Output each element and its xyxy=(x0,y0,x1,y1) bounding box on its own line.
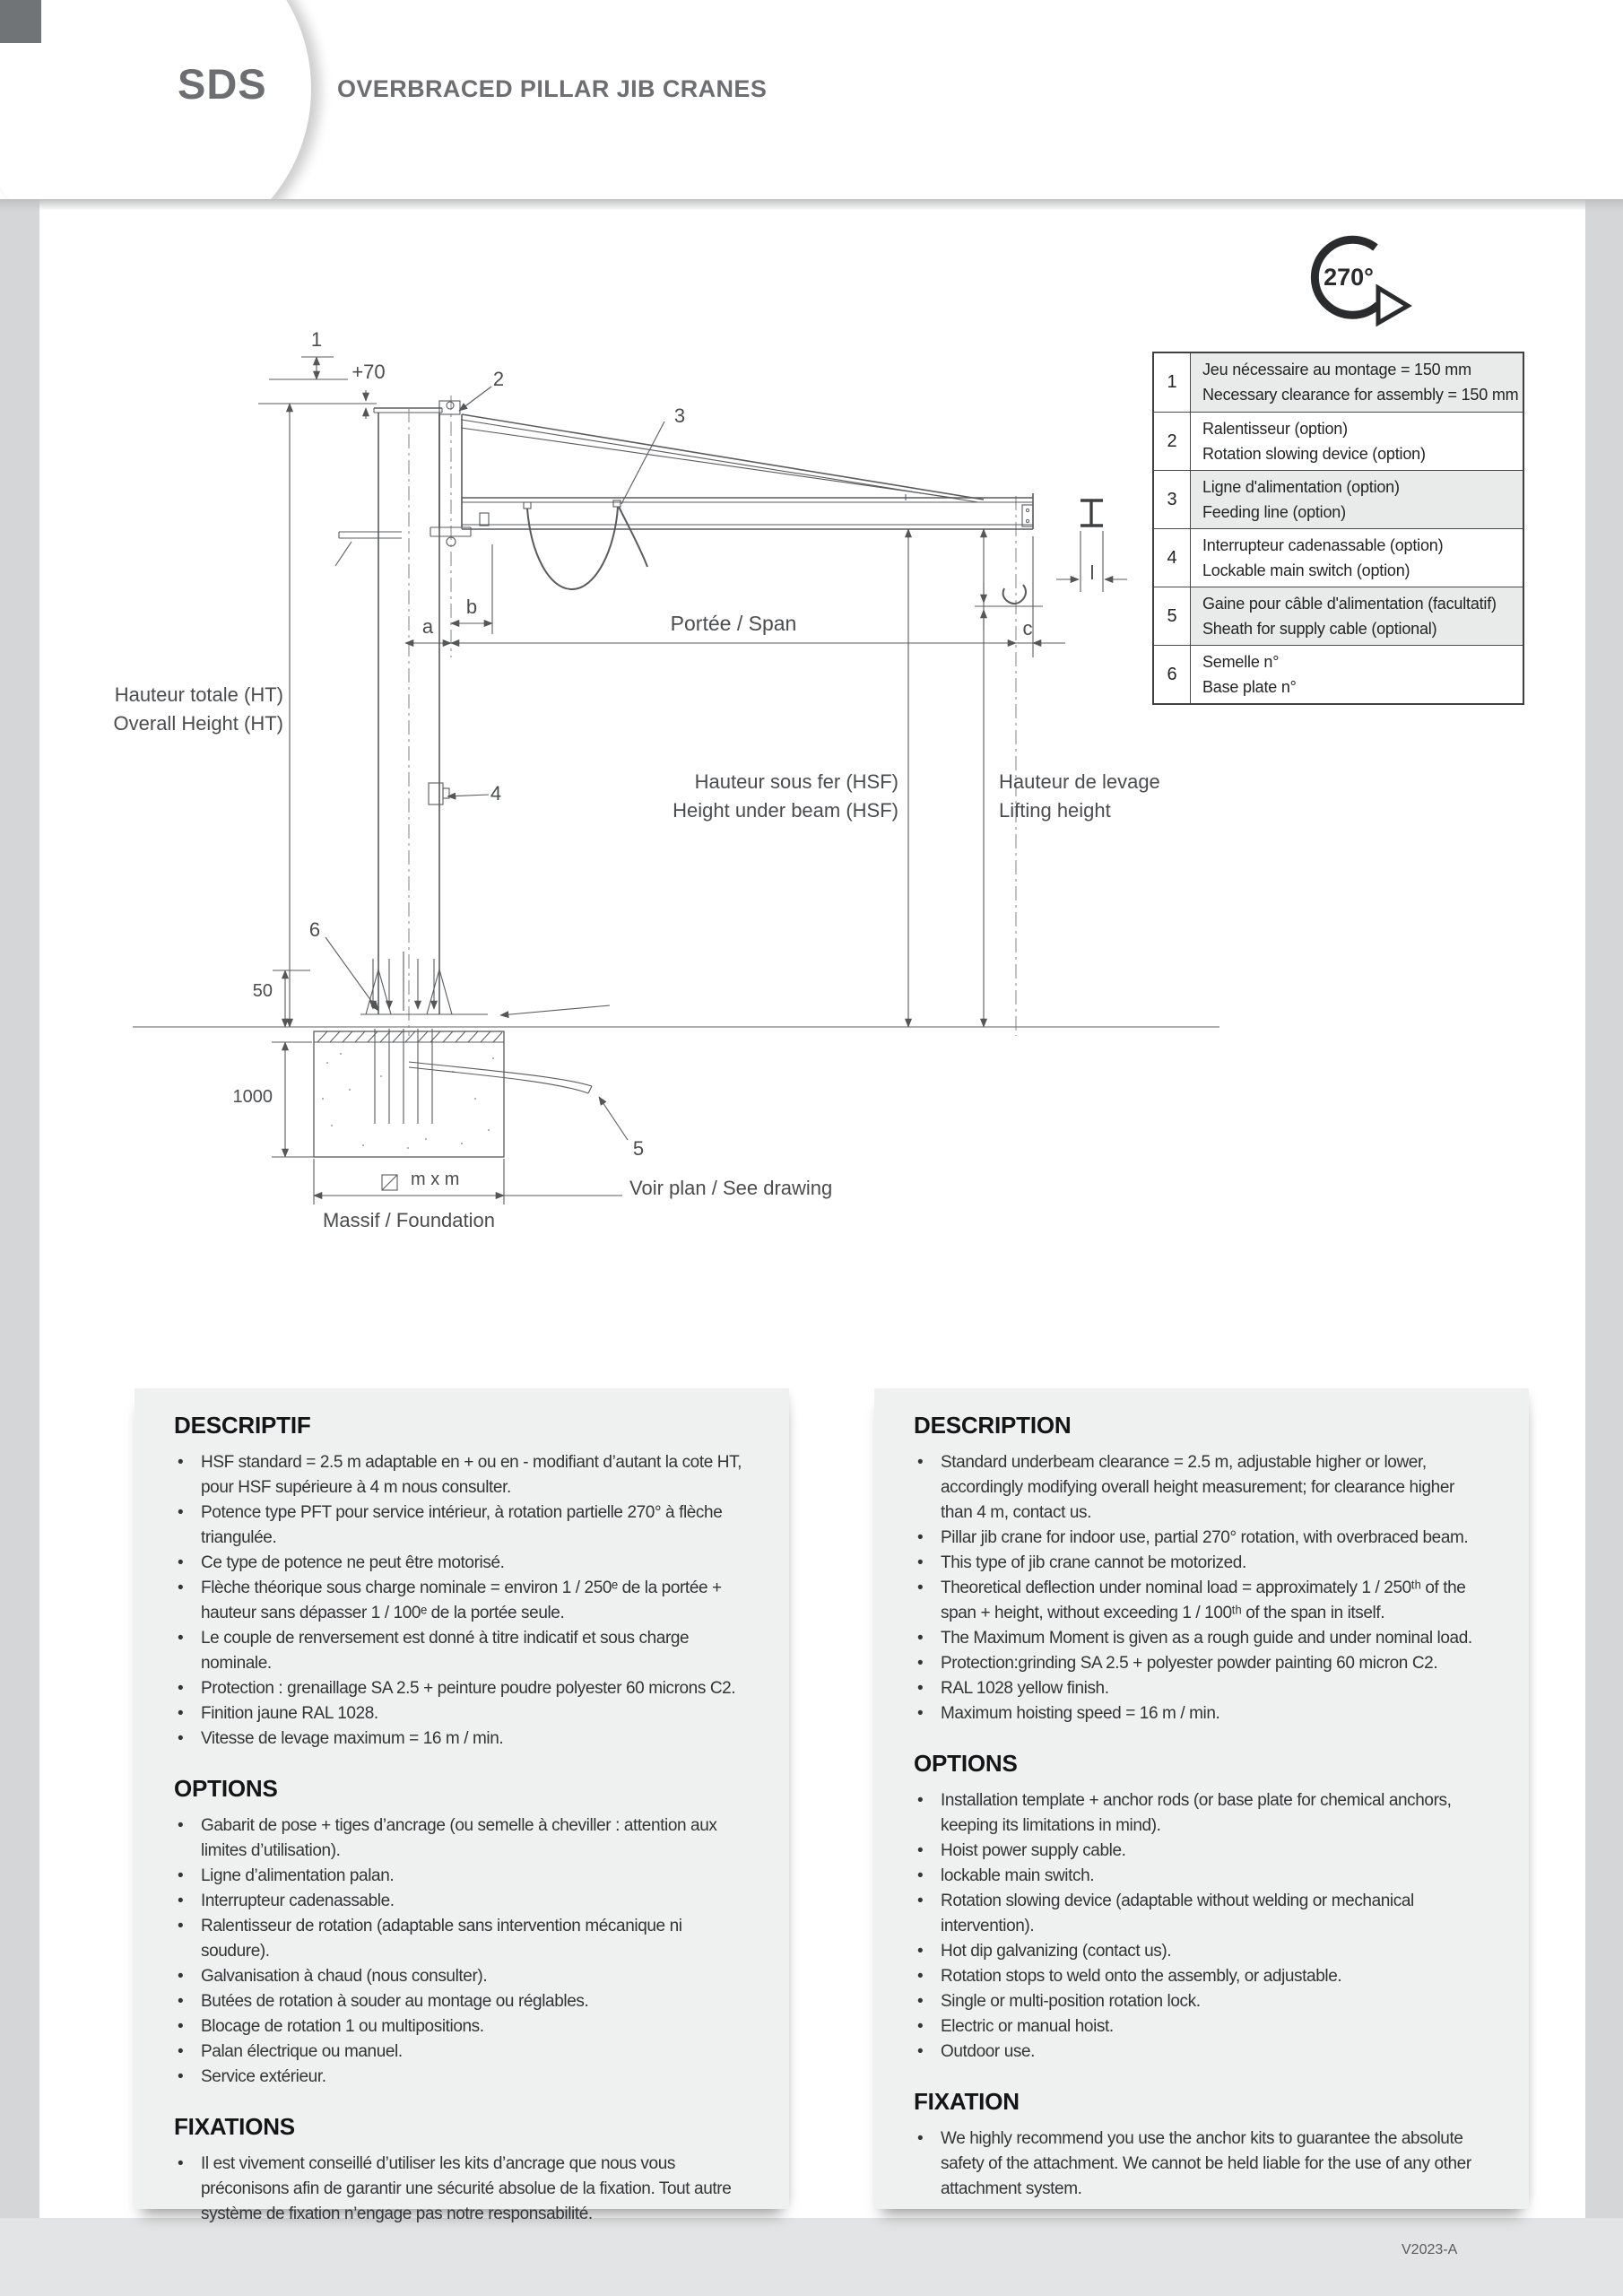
hsf-label-en: Height under beam (HSF) xyxy=(673,799,898,822)
legend-number: 1 xyxy=(1154,353,1191,412)
legend-number: 4 xyxy=(1154,529,1191,587)
header xyxy=(0,0,1623,199)
see-drawing-label: Voir plan / See drawing xyxy=(629,1177,833,1199)
list-item: • Ligne d’alimentation palan. xyxy=(174,1864,750,1889)
hsf-label-fr: Hauteur sous fer (HSF) xyxy=(694,770,898,793)
corner-marker xyxy=(0,0,41,43)
list-item: • Potence type PFT pour service intérieur, à rotation partielle 270° à flèche triangulée. xyxy=(174,1500,750,1551)
list-item: • Palan électrique ou manuel. xyxy=(174,2039,750,2065)
list-item: • Gabarit de pose + tiges d’ancrage (ou semelle à cheviller : attention aux limites d’utilisation). xyxy=(174,1813,750,1864)
rotation-angle-label: 270° xyxy=(1324,264,1374,291)
legend-text-en: Rotation slowing device (option) xyxy=(1202,445,1426,463)
dim-mxm: m x m xyxy=(411,1170,460,1189)
legend-text-fr: Ligne d'alimentation (option) xyxy=(1202,478,1400,496)
header-divider xyxy=(0,199,1623,211)
section-title-fixation: FIXATION xyxy=(914,2088,1020,2115)
list-item: • Rotation slowing device (adaptable without welding or mechanical intervention). xyxy=(914,1889,1489,1939)
list-item: • Protection:grinding SA 2.5 + polyester powder painting 60 micron C2. xyxy=(914,1651,1489,1676)
dim-50: 50 xyxy=(252,981,273,1001)
section-title-fixations: FIXATIONS xyxy=(174,2113,295,2140)
list-item: • Installation template + anchor rods (or base plate for chemical anchors, keeping its limitations in mind). xyxy=(914,1788,1489,1839)
callout-5: 5 xyxy=(632,1137,645,1160)
overall-height-label-fr: Hauteur totale (HT) xyxy=(114,683,283,706)
dim-b: b xyxy=(465,596,478,618)
legend-text-fr: Semelle n° xyxy=(1202,653,1280,671)
legend-text-fr: Jeu nécessaire au montage = 150 mm xyxy=(1202,361,1471,378)
legend-text-en: Lockable main switch (option) xyxy=(1202,561,1410,579)
list-item: • Outdoor use. xyxy=(914,2039,1489,2065)
options-list-fr xyxy=(174,1813,750,2090)
callout-1: 1 xyxy=(310,328,323,351)
list-item: • Ralentisseur de rotation (adaptable sans intervention mécanique ni soudure). xyxy=(174,1914,750,1964)
legend-text-fr: Gaine pour câble d'alimentation (facultatif) xyxy=(1202,595,1497,613)
section-title-description: DESCRIPTION xyxy=(914,1412,1072,1439)
dim-c: c xyxy=(1022,617,1033,639)
lifting-height-label-en: Lifting height xyxy=(999,799,1111,822)
section-title-options-fr: OPTIONS xyxy=(174,1775,278,1802)
section-title-descriptif: DESCRIPTIF xyxy=(174,1412,311,1439)
callout-3: 3 xyxy=(673,404,686,427)
list-item: • Hoist power supply cable. xyxy=(914,1839,1489,1864)
span-label: Portée / Span xyxy=(670,612,797,635)
panel-french xyxy=(135,1388,789,2223)
legend-text-fr: Ralentisseur (option) xyxy=(1202,420,1348,438)
dim-1000: 1000 xyxy=(232,1087,273,1107)
description-list xyxy=(914,1450,1489,1726)
list-item: • Finition jaune RAL 1028. xyxy=(174,1701,750,1726)
callout-6: 6 xyxy=(308,918,321,941)
list-item: • Il est vivement conseillé d’utiliser les kits d’ancrage que nous vous préconisons afin de garantir une sécurité absolue de la fixation. Tout autre système de fixation n’engage pas notre responsabilité. xyxy=(174,2152,750,2227)
brand-logo: SDS xyxy=(178,60,267,108)
list-item: • HSF standard = 2.5 m adaptable en + ou en - modifiant d’autant la cote HT, pour HSF supérieure à 4 m nous consulter. xyxy=(174,1450,750,1500)
list-item: • Hot dip galvanizing (contact us). xyxy=(914,1939,1489,1964)
callout-4: 4 xyxy=(490,782,502,804)
fixation-list xyxy=(914,2126,1489,2202)
legend-number: 3 xyxy=(1154,471,1191,528)
legend-number: 2 xyxy=(1154,413,1191,470)
page-title: OVERBRACED PILLAR JIB CRANES xyxy=(337,75,768,102)
legend-text-en: Sheath for supply cable (optional) xyxy=(1202,620,1437,638)
legend-text-fr: Interrupteur cadenassable (option) xyxy=(1202,536,1444,554)
section-title-options-en: OPTIONS xyxy=(914,1750,1018,1777)
list-item: • Protection : grenaillage SA 2.5 + peinture poudre polyester 60 microns C2. xyxy=(174,1676,750,1701)
legend-text-en: Feeding line (option) xyxy=(1202,503,1346,521)
list-item: • Standard underbeam clearance = 2.5 m, adjustable higher or lower, accordingly modifying overall height measurement; for clearance higher than 4 m, contact us. xyxy=(914,1450,1489,1526)
options-list-en xyxy=(914,1788,1489,2065)
legend-number: 6 xyxy=(1154,646,1191,703)
list-item: • Vitesse de levage maximum = 16 m / min. xyxy=(174,1726,750,1752)
list-item: • Theoretical deflection under nominal load = approximately 1 / 250ᵗʰ of the span + height, without exceeding 1 / 100ᵗʰ of the span in itself. xyxy=(914,1576,1489,1626)
list-item: • Flèche théorique sous charge nominale = environ 1 / 250ᵉ de la portée + hauteur sans dépasser 1 / 100ᵉ de la portée seule. xyxy=(174,1576,750,1626)
list-item: • Service extérieur. xyxy=(174,2065,750,2090)
legend-text-en: Necessary clearance for assembly = 150 mm xyxy=(1202,386,1519,404)
list-item: • Butées de rotation à souder au montage ou réglables. xyxy=(174,1989,750,2014)
list-item: • Maximum hoisting speed = 16 m / min. xyxy=(914,1701,1489,1726)
list-item: • Rotation stops to weld onto the assembly, or adjustable. xyxy=(914,1964,1489,1989)
legend-text-en: Base plate n° xyxy=(1202,678,1297,696)
version-label: V2023-A xyxy=(1402,2242,1458,2257)
rotation-270-icon xyxy=(1289,222,1424,344)
list-item: • We highly recommend you use the anchor kits to guarantee the absolute safety of the attachment. We cannot be held liable for the use of any other attachment system. xyxy=(914,2126,1489,2202)
list-item: • Blocage de rotation 1 ou multipositions. xyxy=(174,2014,750,2039)
callout-2: 2 xyxy=(492,368,505,390)
dim-l: l xyxy=(1089,561,1095,584)
list-item: • Ce type de potence ne peut être motorisé. xyxy=(174,1551,750,1576)
overall-height-label-en: Overall Height (HT) xyxy=(113,712,283,735)
dim-a: a xyxy=(421,615,434,638)
list-item: • Le couple de renversement est donné à titre indicatif et sous charge nominale. xyxy=(174,1626,750,1676)
dim-plus70: +70 xyxy=(352,361,386,383)
descriptif-list xyxy=(174,1450,750,1752)
panel-english xyxy=(874,1388,1529,2209)
list-item: • Pillar jib crane for indoor use, partial 270° rotation, with overbraced beam. xyxy=(914,1526,1489,1551)
legend-number: 5 xyxy=(1154,587,1191,645)
foundation-label: Massif / Foundation xyxy=(323,1209,495,1231)
list-item: • Interrupteur cadenassable. xyxy=(174,1889,750,1914)
lifting-height-label-fr: Hauteur de levage xyxy=(999,770,1160,793)
list-item: • lockable main switch. xyxy=(914,1864,1489,1889)
list-item: • The Maximum Moment is given as a rough guide and under nominal load. xyxy=(914,1626,1489,1651)
fixations-list xyxy=(174,2152,750,2227)
footer-band xyxy=(0,2218,1623,2296)
list-item: • Galvanisation à chaud (nous consulter). xyxy=(174,1964,750,1989)
list-item: • Single or multi-position rotation lock. xyxy=(914,1989,1489,2014)
crane-technical-drawing xyxy=(108,318,1237,1260)
list-item: • RAL 1028 yellow finish. xyxy=(914,1676,1489,1701)
list-item: • Electric or manual hoist. xyxy=(914,2014,1489,2039)
list-item: • This type of jib crane cannot be motorized. xyxy=(914,1551,1489,1576)
